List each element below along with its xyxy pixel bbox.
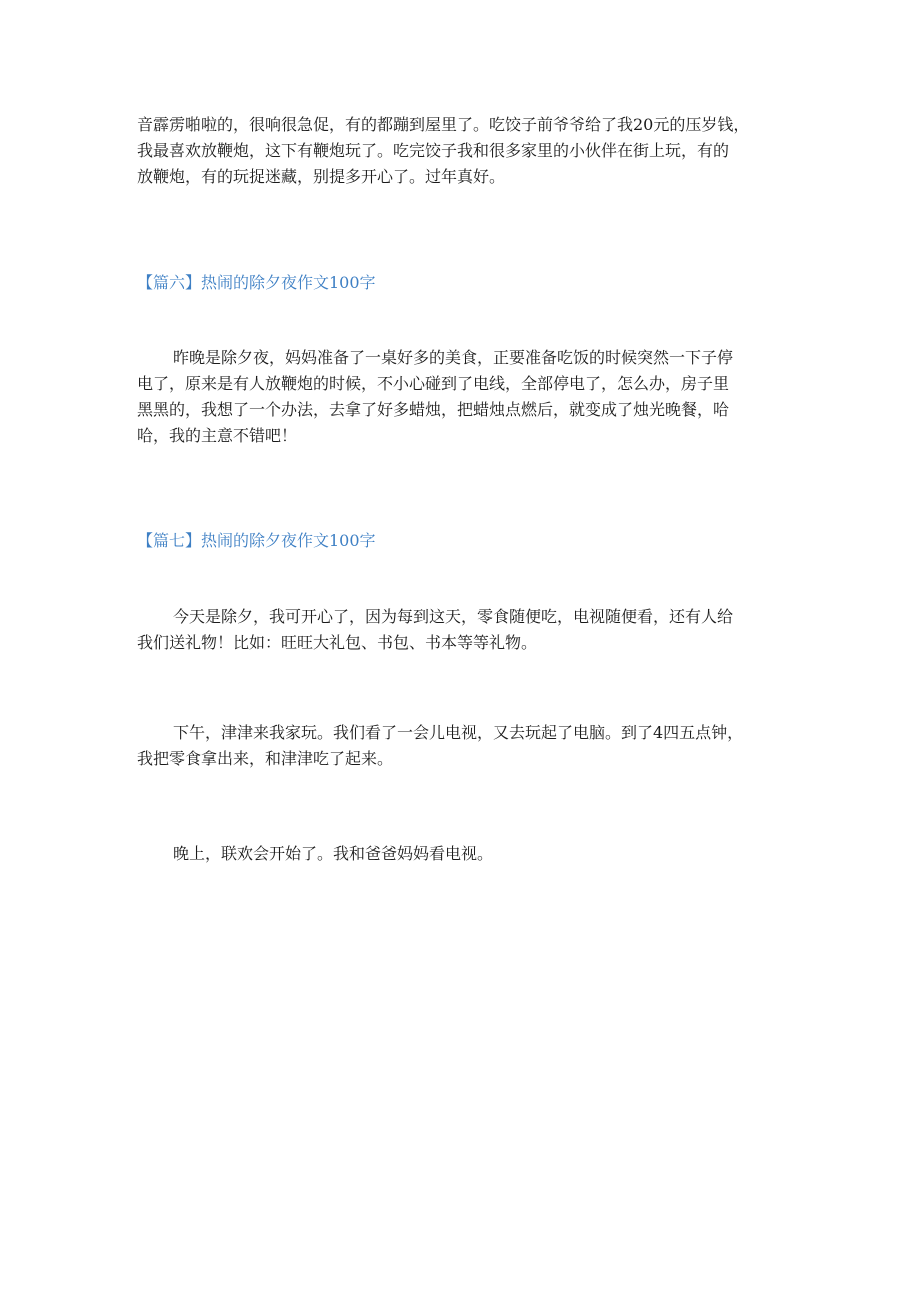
text-line: 我把零食拿出来，和津津吃了起来。 [137, 749, 394, 768]
section7-paragraph-3 [137, 841, 787, 867]
section6-paragraph [137, 345, 787, 449]
section7-paragraph-1 [137, 604, 787, 656]
text-line: 昨晚是除夕夜，妈妈准备了一桌好多的美食，正要准备吃饭的时候突然一下子停 [173, 348, 734, 367]
text-line: 哈，我的主意不错吧！ [137, 426, 298, 445]
text-line: 放鞭炮，有的玩捉迷藏，别提多开心了。过年真好。 [137, 167, 506, 186]
text-line: 晚上，联欢会开始了。我和爸爸妈妈看电视。 [173, 844, 494, 863]
section7-paragraph-2 [137, 720, 787, 772]
text-line: 音霹雳啪啦的，很响很急促，有的都蹦到屋里了。吃饺子前爷爷给了我20元的压岁钱， [137, 115, 750, 134]
text-line: 下午，津津来我家玩。我们看了一会儿电视，又去玩起了电脑。到了4四五点钟， [173, 723, 744, 742]
text-line: 电了，原来是有人放鞭炮的时候，不小心碰到了电线，全部停电了，怎么办，房子里 [137, 374, 730, 393]
section-heading-6: 【篇六】热闹的除夕夜作文100字 [137, 273, 376, 292]
text-line: 今天是除夕，我可开心了，因为每到这天，零食随便吃，电视随便看，还有人给 [173, 607, 734, 626]
text-line: 我们送礼物！比如：旺旺大礼包、书包、书本等等礼物。 [137, 633, 538, 652]
text-line: 我最喜欢放鞭炮，这下有鞭炮玩了。吃完饺子我和很多家里的小伙伴在街上玩，有的 [137, 141, 730, 160]
section-heading-7: 【篇七】热闹的除夕夜作文100字 [137, 531, 376, 550]
text-line: 黑黑的，我想了一个办法，去拿了好多蜡烛，把蜡烛点燃后，就变成了烛光晚餐，哈 [137, 400, 730, 419]
intro-paragraph [137, 112, 787, 190]
